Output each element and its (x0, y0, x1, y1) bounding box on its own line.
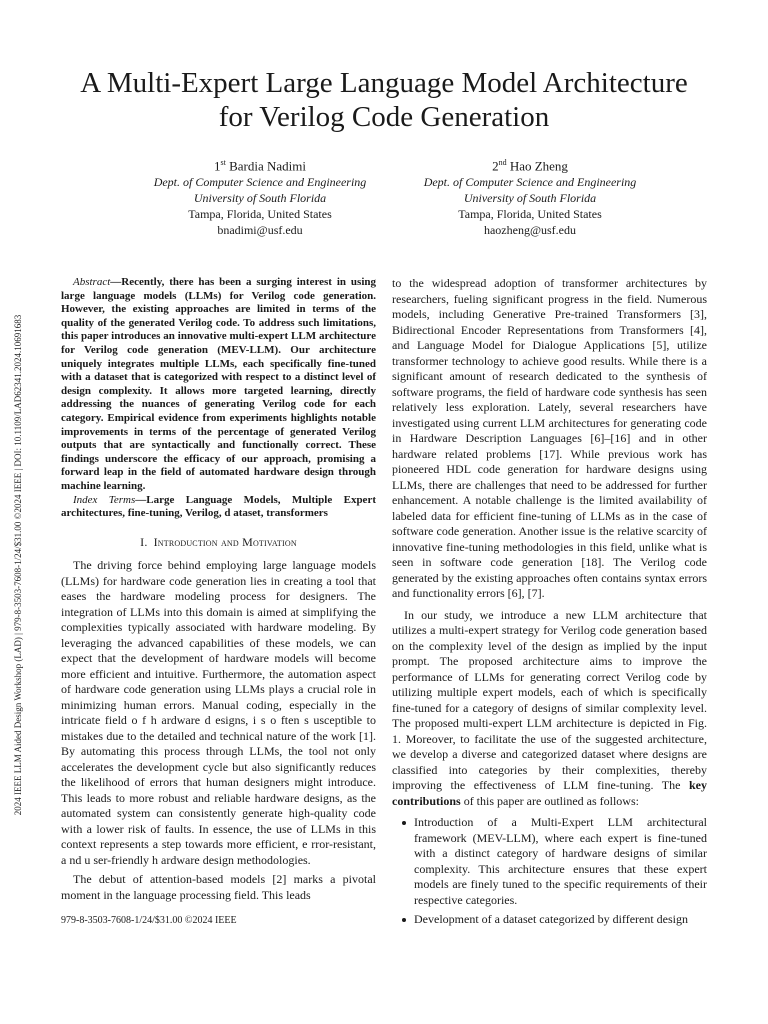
list-item-text: Introduction of a Multi-Expert LLM architectural framework (MEV-LLM), where each expert is fine-tuned with a distinct category of hardware designs of similar complexity. This architecture ensures that these expert models are finely tuned to the specific requirements of their respective categories. (414, 815, 707, 907)
author-name-line (380, 155, 680, 174)
author-dept: Dept. of Computer Science and Engineering (153, 175, 367, 190)
bullet-icon (402, 918, 406, 922)
paragraph-text: of this paper are outlined as follows: (460, 793, 639, 808)
author-name: Bardia Nadimi (229, 158, 306, 174)
paragraph: The driving force behind employing large language models (LLMs) for hardware code generation lies in creating a tool that eases the hardware modeling process for designers. The integration of LLMs into this domain is aimed at simplifying the complexities typically associated with hardware modeling. By leveraging the advanced capabilities of these models, we can expect that the development of hardware models will become more efficient and intuitive. Furthermore, the automation aspect of hardware code generation using LLMs plays a crucial role in minimizing human errors. Manual coding, especially in the intricate field o f h ardware d esigns, i s o ften s usceptible to mistakes due to the detailed and technical nature of the work [1]. By automating this process through LLMs, the tool not only accelerates the development cycle but also significantly reduces the likelihood of errors that human designers might introduce. This leads to more robust and reliable hardware designs, as the automated system can consistently generate high-quality code with a lower risk of faults. In essence, the use of LLMs in this context represents a step towards more efficient, e rror-resistant, a nd u ser-friendly h ardware design methodologies. (61, 558, 376, 867)
list-item (392, 912, 707, 928)
right-column (392, 276, 707, 928)
section-number: I. (140, 534, 148, 549)
author-university: University of South Florida (463, 191, 597, 206)
side-note: 2024 IEEE LLM Aided Design Workshop (LAD) | 979-8-3503-7608-1/24/$31.00 ©2024 IEEE | DOI: 10.1109/LAD62341.2024.10691683 (13, 314, 23, 816)
footer-copyright: 979-8-3503-7608-1/24/$31.00 ©2024 IEEE (61, 915, 237, 926)
index-terms-label: Index Terms (73, 493, 136, 506)
author-email: bnadimi@usf.edu (217, 223, 303, 238)
paper-title-line-2: for Verilog Code Generation (218, 101, 550, 133)
index-terms (61, 494, 376, 521)
section-title: Introduction and Motivation (153, 534, 297, 549)
bullet-icon (402, 821, 406, 825)
paper-title-line-1: A Multi-Expert Large Language Model Architecture (80, 67, 688, 99)
paragraph: The debut of attention-based models [2] marks a pivotal moment in the language processing field. This leads (61, 872, 376, 902)
author-email: haozheng@usf.edu (483, 223, 577, 238)
author-name-line (110, 155, 410, 174)
paper-title (40, 66, 728, 134)
abstract-label: Abstract (73, 276, 111, 288)
author-block-1 (110, 155, 410, 238)
index-terms-text: —Large Language Models, Multiple Expert architectures, fine-tuning, Verilog, d ataset, transformers (61, 493, 376, 520)
paragraph-text: In our study, we introduce a new LLM architecture that utilizes a multi-expert strategy for Verilog code generation based on the complexity level of the design as implied by the input prompt. The proposed architecture aims to improve the performance of LLMs for generating correct Verilog code by utilizing multiple expert models, each of which is specifically fine-tuned for a category of designs of similar complexity level. The proposed multi-expert LLM architecture is depicted in Fig. 1. Moreover, to facilitate the use of the suggested architecture, we develop a diverse and categorized dataset where designs are classified into categories by their complexities, thereby improving the effectiveness of LLM fine-tuning. The (392, 607, 707, 792)
list-item (392, 815, 707, 908)
author-name: Hao Zheng (509, 158, 568, 174)
author-ordinal: 2 (492, 158, 499, 174)
author-ordinal: 1 (214, 158, 221, 174)
list-item-text: Development of a dataset categorized by different design (414, 912, 689, 926)
author-location: Tampa, Florida, United States (188, 207, 332, 222)
author-dept: Dept. of Computer Science and Engineering (423, 175, 637, 190)
abstract (61, 276, 376, 494)
contribution-list (392, 815, 707, 928)
author-ordinal-sup: nd (498, 158, 507, 167)
author-location: Tampa, Florida, United States (458, 207, 602, 222)
author-ordinal-sup: st (220, 158, 226, 167)
abstract-text: —Recently, there has been a surging interest in using large language models (LLMs) for Verilog code generation. However, the existing approaches are limited in terms of the quality of the generated Verilog code. To address such limitations, this paper introduces an innovative multi-expert LLM architecture for Verilog code generation (MEV-LLM). Our architecture uniquely integrates multiple LLMs, each specifically fine-tuned with a dataset that is categorized with respect to a distinct level of design complexity. It allows more targeted learning, directly addressing the nuances of generating Verilog code for each category. Empirical evidence from experiments highlights notable improvements in terms of the percentage of generated Verilog outputs that are syntactically and functionally correct. These findings underscore the efficacy of our approach, promising a forward leap in the field of automated hardware design through machine learning. (61, 276, 376, 492)
author-university: University of South Florida (193, 191, 327, 206)
author-block-2 (380, 155, 680, 238)
paragraph: to the widespread adoption of transformer architectures by researchers, fueling significant progress in the field. Numerous models, including Generative Pre-trained Transformers [3], Bidirectional Encoder Representations from Transformers [4], and Language Model for Dialogue Applications [5], utilize transformer technology to achieve good results. While there is a significant amount of research dedicated to the synthesis of software programs, the field of hardware code synthesis has seen relatively less exploration. Lately, several researchers have investigated using current LLM architectures for generating code in Hardware Description Languages [6]–[16] and in other hardware related problems [17]. While previous work has pioneered HDL code generation for hardware designs using LLMs, there are challenges that need to be addressed for further enhancement. A notable challenge is the limited availability of labeled data for efficient fine-tuning of LLMs as in the case of software code generation. Another issue is the relative scarcity of innovative fine-tuning methodologies in this field, unlike what is seen in software code generation [18]. The Verilog code generated by the existing approaches often contains syntax errors and functionality errors [6], [7]. (392, 276, 707, 600)
paragraph (392, 608, 707, 810)
key-contributions-bold: key contributions (392, 778, 707, 808)
left-column (61, 276, 376, 903)
section-heading (61, 535, 376, 551)
